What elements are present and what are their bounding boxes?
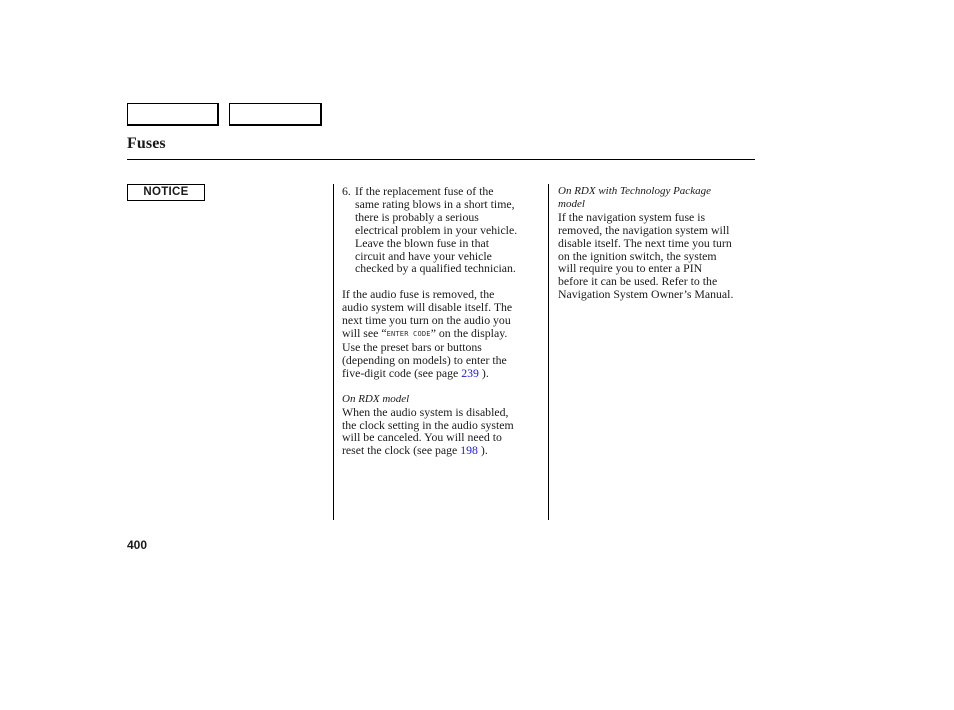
paragraph-line: will require you to enter a PIN bbox=[558, 261, 703, 276]
section-title: Fuses bbox=[127, 135, 166, 152]
paragraph-line bbox=[342, 444, 542, 457]
lcd-display-text: ENTER CODE bbox=[386, 330, 431, 339]
list-item-line: electrical problem in your vehicle. bbox=[355, 222, 518, 237]
notice-label: NOTICE bbox=[127, 184, 205, 201]
paragraph-text: ). bbox=[477, 443, 488, 458]
list-item-line: circuit and have your vehicle bbox=[355, 248, 492, 263]
paragraph-line bbox=[342, 327, 542, 341]
paragraph-line: the clock setting in the audio system bbox=[342, 417, 514, 432]
list-item-line: If the replacement fuse of the bbox=[355, 184, 494, 198]
page-number: 400 bbox=[127, 538, 148, 552]
paragraph-text: reset the clock (see page bbox=[342, 443, 461, 458]
audio-fuse-paragraph bbox=[342, 288, 542, 379]
page-link-239[interactable]: 239 bbox=[461, 365, 479, 380]
paragraph-line: next time you turn on the audio you bbox=[342, 313, 511, 328]
tech-package-caption-line: On RDX with Technology Package bbox=[558, 185, 711, 197]
column-divider-right bbox=[548, 184, 549, 520]
paragraph-line: disable itself. The next time you turn bbox=[558, 235, 732, 250]
nav-button-next[interactable] bbox=[229, 103, 322, 126]
paragraph-line: will be canceled. You will need to bbox=[342, 430, 502, 445]
page-link-198[interactable]: 198 bbox=[460, 443, 478, 458]
list-item-line: there is probably a serious bbox=[355, 209, 479, 224]
navigation-fuse-paragraph bbox=[558, 211, 758, 301]
paragraph-line bbox=[342, 367, 542, 380]
rdx-model-caption: On RDX model bbox=[342, 392, 410, 405]
paragraph-text: will see “ bbox=[342, 326, 387, 341]
tech-package-caption-line: model bbox=[558, 197, 585, 210]
paragraph-line: (depending on models) to enter the bbox=[342, 352, 507, 367]
paragraph-text: five-digit code (see page bbox=[342, 365, 462, 380]
clock-paragraph bbox=[342, 406, 542, 458]
middle-column bbox=[342, 185, 542, 457]
paragraph-line: When the audio system is disabled, bbox=[342, 404, 509, 419]
list-item-6 bbox=[342, 185, 542, 275]
list-item-line: checked by a qualified technician. bbox=[355, 261, 516, 276]
paragraph-text: ” on the display. bbox=[430, 326, 508, 341]
paragraph-text: ). bbox=[478, 365, 489, 380]
list-item-line: Leave the blown fuse in that bbox=[355, 235, 489, 250]
list-item-line: same rating blows in a short time, bbox=[355, 196, 515, 211]
column-divider-left bbox=[333, 184, 334, 520]
list-item-number: 6. bbox=[342, 184, 351, 198]
paragraph-line: Navigation System Owner’s Manual. bbox=[558, 287, 734, 302]
paragraph-line: If the navigation system fuse is bbox=[558, 209, 706, 224]
paragraph-line: Use the preset bars or buttons bbox=[342, 339, 482, 354]
paragraph-line: audio system will disable itself. The bbox=[342, 300, 513, 315]
paragraph-line: before it can be used. Refer to the bbox=[558, 274, 718, 289]
paragraph-line: If the audio fuse is removed, the bbox=[342, 287, 495, 302]
paragraph-line: on the ignition switch, the system bbox=[558, 248, 717, 263]
paragraph-line: removed, the navigation system will bbox=[558, 222, 730, 237]
right-column bbox=[558, 185, 758, 301]
title-divider bbox=[127, 159, 755, 160]
nav-button-previous[interactable] bbox=[127, 103, 219, 126]
